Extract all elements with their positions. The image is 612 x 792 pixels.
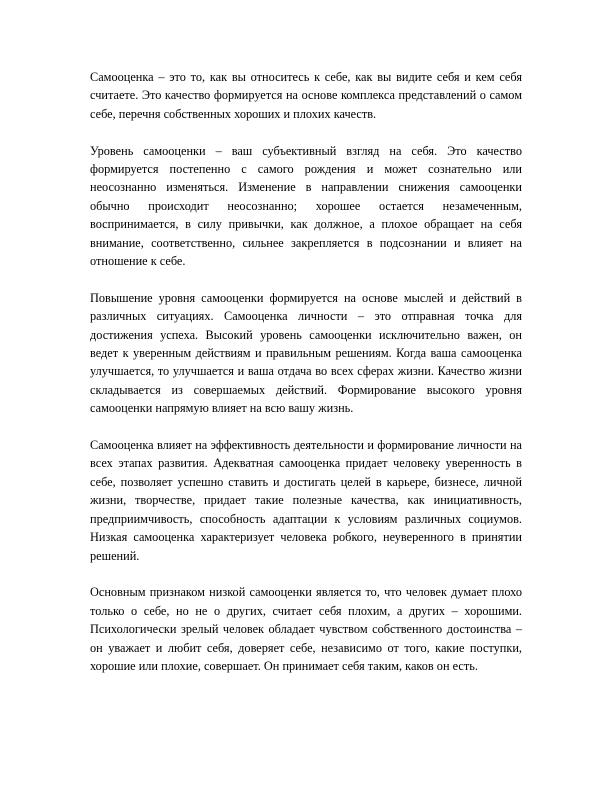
paragraph-definition: Самооценка – это то, как вы относитесь к себе, как вы видите себя и кем себя считаете. Это качество формируется на основе комплекса представлений о самом себе, перечня собственных хороших и плохих качеств. bbox=[90, 70, 522, 121]
paragraph-level: Уровень самооценки – ваш субъективный взгляд на себя. Это качество формируется постепенно с самого рождения и может сознательно или неосознанно изменяться. Изменение в направлении снижения самооценки обычно происходит неосознанно; хорошее остается незамеченным, воспринимается, в силу привычки, как должное, а плохое обращает на себя внимание, соответственно, сильнее закрепляется в подсознании и влияет на отношение к себе. bbox=[90, 143, 522, 269]
document-body bbox=[90, 68, 522, 694]
paragraph-raising: Повышение уровня самооценки формируется на основе мыслей и действий в различных ситуациях. Самооценка личности – это отправная точка для достижения успеха. Высокий уровень самооценки исключительно важен, он ведет к уверенным действиям и правильным решениям. Когда ваша самооценка улучшается, то улучшается и ваша отдача во всех сферах жизни. Качество жизни складывается из совершаемых действий. Формирование высокого уровня самооценки напрямую влияет на всю вашу жизнь. bbox=[90, 290, 522, 416]
paragraph-influence: Самооценка влияет на эффективность деятельности и формирование личности на всех этапах развития. Адекватная самооценка придает человеку уверенность в себе, позволяет успешно ставить и достигать целей в карьере, бизнесе, личной жизни, творчестве, придает такие полезные качества, как инициативность, предприимчивость, способность адаптации к условиям различных социумов. Низкая самооценка характеризует человека робкого, неуверенного в принятии решений. bbox=[90, 438, 522, 563]
paragraph-low-self-esteem: Основным признаком низкой самооценки является то, что человек думает плохо только о себе, но не о других, считает себя плохим, а других – хорошими. Психологически зрелый человек обладает чувством собственного достоинства – он уважает и любит себя, доверяет себе, независимо от того, какие поступки, хорошие или плохие, совершает. Он принимает себя таким, каков он есть. bbox=[90, 585, 522, 673]
